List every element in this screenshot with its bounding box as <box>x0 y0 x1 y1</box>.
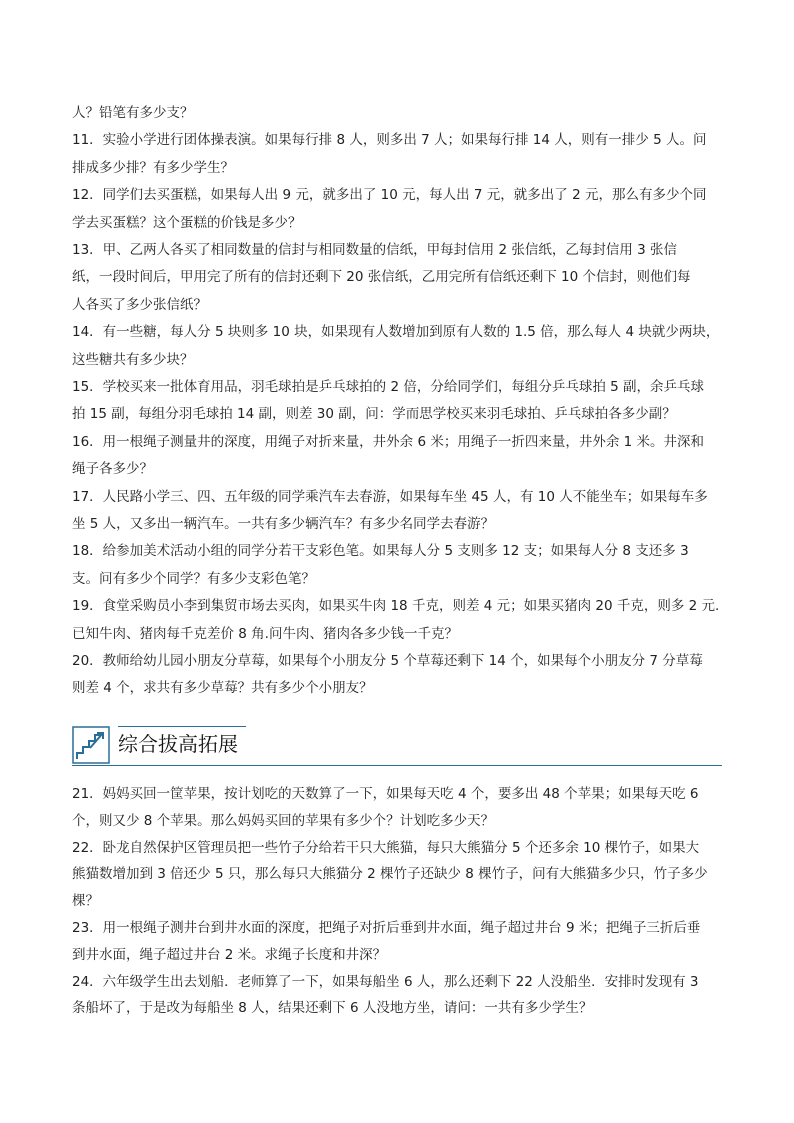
problem-text-line: 绳子各多少？ <box>72 461 153 478</box>
problem-text-line: 11．实验小学进行团体操表演。如果每行排 8 人，则多出 7 人；如果每行排 14 人，则有一排少 5 人。问 <box>72 132 707 149</box>
problem-text-line: 熊猫数增加到 3 倍还少 5 只，那么每只大熊猫分 2 棵竹子还缺少 8 棵竹子，问有大熊猫多少只，竹子多少 <box>72 866 708 883</box>
problem-text-line: 14．有一些糖，每人分 5 块则多 10 块，如果现有人数增加到原有人数的 1.5 倍，那么每人 4 块就少两块， <box>72 324 720 341</box>
problem-text-line: 个，则又少 8 个苹果。那么妈妈买回的苹果有多少个？计划吃多少天？ <box>72 812 495 829</box>
problem-text-line: 人？铅笔有多少支？ <box>72 105 194 121</box>
problem-text-line: 24．六年级学生出去划船．老师算了一下，如果每船坐 6 人，那么还剩下 22 人没船坐．安排时发现有 3 <box>72 973 699 990</box>
section-title: 综合拔高拓展 <box>118 732 238 756</box>
problem-text-line: 坐 5 人，又多出一辆汽车。一共有多少辆汽车？有多少名同学去春游？ <box>72 516 495 532</box>
problem-text-line: 学去买蛋糕？这个蛋糕的价钱是多少？ <box>72 214 302 231</box>
problem-text-line: 17．人民路小学三、四、五年级的同学乘汽车去春游，如果每车坐 45 人，有 10 人不能坐车；如果每车多 <box>72 488 708 505</box>
problem-text-line: 这些糖共有多少块？ <box>72 351 194 368</box>
staircase-icon <box>72 726 110 764</box>
header-bottom-rule <box>72 765 722 766</box>
problem-text-line: 排成多少排？有多少学生？ <box>72 159 234 176</box>
problem-text-line: 23．用一根绳子测井台到井水面的深度，把绳子对折后垂到井水面，绳子超过井台 9 米；把绳子三折后垂 <box>72 920 701 936</box>
problem-text-line: 18．给参加美术活动小组的同学分若干支彩色笔。如果每人分 5 支则多 12 支；如果每人分 8 支还多 3 <box>72 543 689 560</box>
header-top-rule <box>118 726 246 727</box>
problem-text-line: 支。问有多少个同学？有多少支彩色笔？ <box>72 570 315 587</box>
problem-text-line: 22．卧龙自然保护区管理员把一些竹子分给若干只大熊猫，每只大熊猫分 5 个还多余 10 棵竹子，如果大 <box>72 839 700 856</box>
problem-text-line: 已知牛肉、猪肉每千克差价 8 角.问牛肉、猪肉各多少钱一千克？ <box>72 625 458 642</box>
problem-text-line: 20．教师给幼儿园小朋友分草莓，如果每个小朋友分 5 个草莓还剩下 14 个，如果每个小朋友分 7 分草莓 <box>72 653 703 669</box>
problem-text-line: 条船坏了，于是改为每船坐 8 人，结果还剩下 6 人没地方坐，请问：一共有多少学生？ <box>72 1000 593 1017</box>
problem-text-line: 人各买了多少张信纸？ <box>72 296 207 313</box>
problem-text-line: 拍 15 副，每组分羽毛球拍 14 副，则差 30 副，问：学而思学校买来羽毛球拍、乒乓球拍各多少副？ <box>72 406 676 423</box>
problem-text-line: 则差 4 个，求共有多少草莓？共有多少个小朋友？ <box>72 680 373 697</box>
problem-text-line: 12．同学们去买蛋糕，如果每人出 9 元，就多出了 10 元，每人出 7 元，就多出了 2 元，那么有多少个同 <box>72 187 707 204</box>
problem-text-line: 纸，一段时间后，甲用完了所有的信封还剩下 20 张信纸，乙用完所有信纸还剩下 10 个信封，则他们每 <box>72 269 691 286</box>
section-header <box>72 724 722 768</box>
problem-text-line: 19．食堂采购员小李到集贸市场去买肉，如果买牛肉 18 千克，则差 4 元；如果买猪肉 20 千克，则多 2 元. <box>72 598 720 615</box>
problem-text-line: 棵？ <box>72 893 99 910</box>
problem-text-line: 13．甲、乙两人各买了相同数量的信封与相同数量的信纸，甲每封信用 2 张信纸，乙每封信用 3 张信 <box>72 242 678 258</box>
problem-text-line: 到井水面，绳子超过井台 2 米。求绳子长度和井深？ <box>72 946 387 963</box>
problem-text-line: 15．学校买来一批体育用品，羽毛球拍是乒乓球拍的 2 倍，分给同学们，每组分乒乓球拍 5 副，余乒乓球 <box>72 379 705 395</box>
problem-text-line: 16．用一根绳子测量井的深度，用绳子对折来量，井外余 6 米；用绳子一折四来量，井外余 1 米。井深和 <box>72 433 705 450</box>
problem-text-line: 21．妈妈买回一筐苹果，按计划吃的天数算了一下，如果每天吃 4 个，要多出 48 个苹果；如果每天吃 6 <box>72 786 699 802</box>
